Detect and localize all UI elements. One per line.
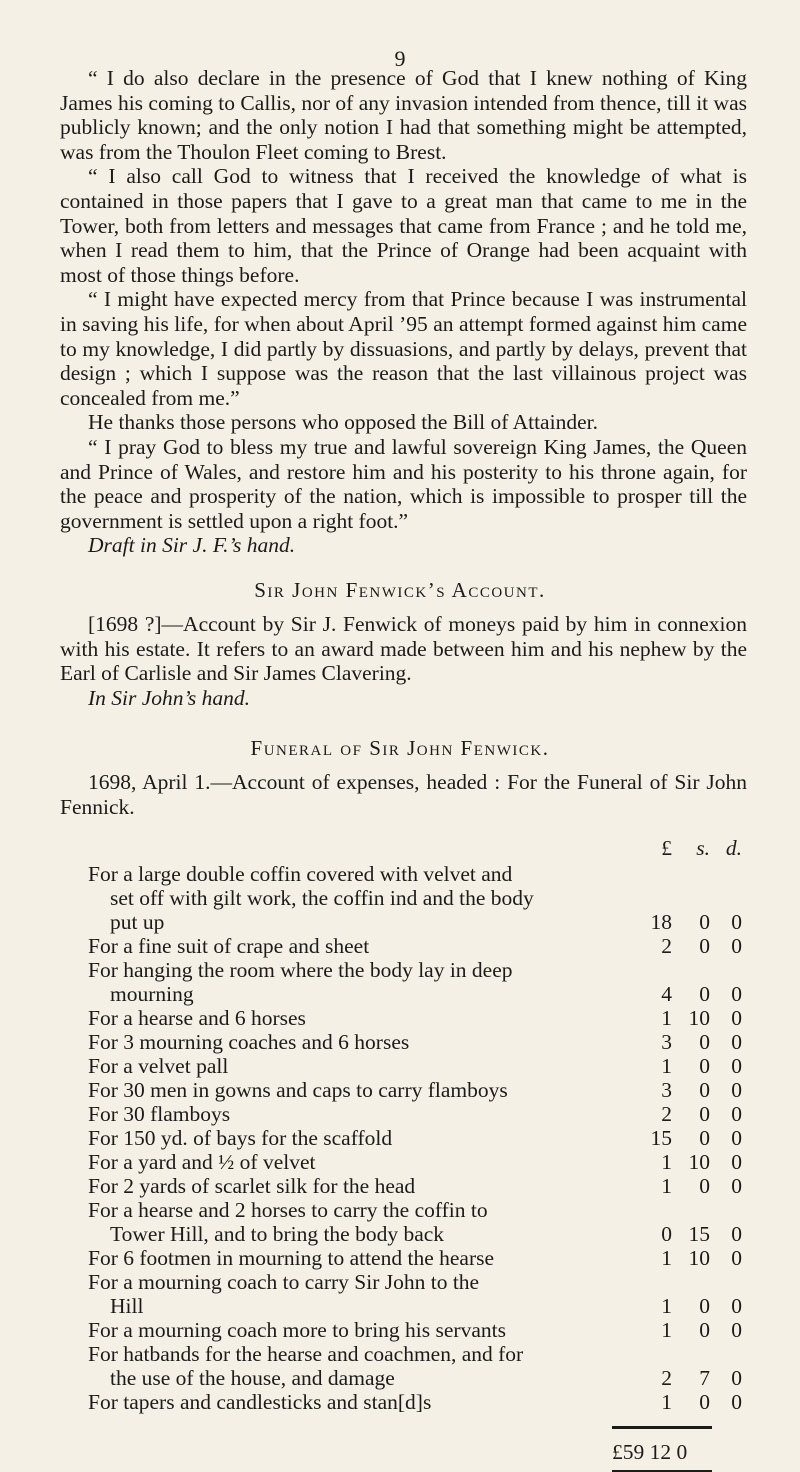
item-amount	[642, 1390, 750, 1414]
account-text	[60, 612, 747, 710]
item-description-line: For a hearse and 6 horses	[88, 1006, 306, 1030]
item-description-line: For a velvet pall	[88, 1054, 229, 1078]
item-amount	[642, 982, 750, 1006]
item-description-line: For a yard and ½ of velvet	[88, 1150, 316, 1174]
account-row	[60, 1246, 750, 1270]
pence-value: 0	[731, 1366, 742, 1390]
item-description-continuation: set off with gilt work, the coffin ind and the body	[110, 886, 534, 910]
shillings-value: 0	[699, 1102, 710, 1126]
declaration-paragraph: “ I might have expected mercy from that Prince because I was instrumental in saving his life, for when about April ’95 an attempt formed against him came to my knowledge, I did partly by dissuasions, and partly by delays, prevent that design ; which I suppose was the reason that the last villainous project was concealed from me.”	[60, 287, 747, 410]
pence-value: 0	[731, 1390, 742, 1414]
pounds-value: 3	[661, 1078, 672, 1102]
item-description	[88, 1150, 643, 1174]
item-description-line: For a mourning coach more to bring his servants	[88, 1318, 506, 1342]
shillings-value: 0	[699, 1054, 710, 1078]
draft-note: Draft in Sir J. F.’s hand.	[88, 533, 296, 558]
item-description	[88, 1030, 643, 1054]
account-row	[60, 1150, 750, 1174]
shillings-value: 0	[699, 982, 710, 1006]
item-description	[88, 934, 643, 958]
pounds-value: 1	[661, 1390, 672, 1414]
item-amount	[642, 1030, 750, 1054]
pounds-value: 1	[661, 1294, 672, 1318]
pounds-value: 0	[661, 1222, 672, 1246]
item-description-line: For 150 yd. of bays for the scaffold	[88, 1126, 393, 1150]
item-description	[88, 1198, 643, 1246]
item-description-line: For 30 men in gowns and caps to carry flamboys	[88, 1078, 508, 1102]
pence-value: 0	[731, 1006, 742, 1030]
item-amount	[642, 1054, 750, 1078]
shillings-value: 0	[699, 1390, 710, 1414]
funeral-intro	[60, 770, 747, 819]
pounds-value: 15	[650, 1126, 672, 1150]
pounds-value: 1	[661, 1246, 672, 1270]
item-description	[88, 1054, 643, 1078]
item-amount	[642, 1318, 750, 1342]
shillings-value: 0	[699, 1294, 710, 1318]
account-row	[60, 1318, 750, 1342]
pounds-value: 1	[661, 1318, 672, 1342]
pence-value: 0	[731, 1174, 742, 1198]
section-heading-account: Sir John Fenwick’s Account.	[254, 578, 546, 602]
pounds-value: 1	[661, 1174, 672, 1198]
pence-value: 0	[731, 1222, 742, 1246]
pounds-value: 18	[650, 910, 672, 934]
item-amount	[642, 1126, 750, 1150]
account-row	[60, 1270, 750, 1318]
pounds-value: 1	[661, 1150, 672, 1174]
item-description-line: For hanging the room where the body lay in deep	[88, 958, 513, 982]
shillings-value: 15	[688, 1222, 710, 1246]
item-amount	[642, 1078, 750, 1102]
item-amount	[642, 934, 750, 958]
account-row	[60, 1390, 750, 1414]
pence-value: 0	[731, 1294, 742, 1318]
declaration-text	[60, 66, 747, 558]
item-description	[88, 958, 643, 1006]
pounds-value: 1	[661, 1054, 672, 1078]
item-description	[88, 1390, 643, 1414]
shillings-value: 7	[699, 1366, 710, 1390]
pence-value: 0	[731, 1030, 742, 1054]
account-row	[60, 1198, 750, 1246]
shillings-value: 0	[699, 934, 710, 958]
section-heading-funeral: Funeral of Sir John Fenwick.	[250, 736, 550, 760]
item-description-continuation: put up	[110, 910, 165, 934]
account-row	[60, 1006, 750, 1030]
item-description	[88, 1342, 643, 1390]
item-amount	[642, 1174, 750, 1198]
item-description-continuation: mourning	[110, 982, 194, 1006]
item-amount	[642, 1006, 750, 1030]
pounds-header: £	[661, 836, 672, 860]
page-number: 9	[394, 46, 406, 71]
item-description-line: For 3 mourning coaches and 6 horses	[88, 1030, 410, 1054]
account-row	[60, 1342, 750, 1390]
item-description	[88, 1006, 643, 1030]
pounds-value: 2	[661, 934, 672, 958]
account-row	[60, 1102, 750, 1126]
pounds-value: 4	[661, 982, 672, 1006]
item-amount	[642, 1102, 750, 1126]
account-rows	[60, 862, 750, 1414]
item-description	[88, 1102, 643, 1126]
shillings-value: 10	[688, 1246, 710, 1270]
item-description-continuation: Hill	[110, 1294, 144, 1318]
pence-value: 0	[731, 1126, 742, 1150]
funeral-intro-paragraph: 1698, April 1.—Account of expenses, headed : For the Funeral of Sir John Fennick.	[60, 770, 747, 819]
declaration-paragraph: “ I do also declare in the presence of God that I knew nothing of King James his coming to Callis, nor of any invasion intended from thence, till it was publicly known; and the only notion I had that something might be attempted, was from the Thoulon Fleet coming to Brest.	[60, 66, 747, 164]
pounds-value: 2	[661, 1102, 672, 1126]
pounds-value: 2	[661, 1366, 672, 1390]
item-description	[88, 1246, 643, 1270]
pounds-value: 1	[661, 1006, 672, 1030]
item-amount	[642, 1222, 750, 1246]
shillings-value: 0	[699, 1318, 710, 1342]
item-description	[88, 1270, 643, 1318]
account-row	[60, 1174, 750, 1198]
pence-value: 0	[731, 1054, 742, 1078]
pence-value: 0	[731, 982, 742, 1006]
shillings-value: 10	[688, 1006, 710, 1030]
pounds-value: 3	[661, 1030, 672, 1054]
item-description-line: For 2 yards of scarlet silk for the head	[88, 1174, 416, 1198]
item-description-line: For hatbands for the hearse and coachmen, and for	[88, 1342, 524, 1366]
item-description-continuation: Tower Hill, and to bring the body back	[110, 1222, 445, 1246]
account-row	[60, 1030, 750, 1054]
item-description-continuation: the use of the house, and damage	[110, 1366, 395, 1390]
item-description	[88, 1078, 643, 1102]
account-row	[60, 958, 750, 1006]
pence-value: 0	[731, 934, 742, 958]
declaration-paragraph: He thanks those persons who opposed the Bill of Attainder.	[88, 410, 598, 435]
pence-header: d.	[725, 836, 742, 860]
pence-value: 0	[731, 1102, 742, 1126]
account-row	[60, 1078, 750, 1102]
column-headers	[60, 836, 750, 862]
item-description	[88, 1318, 643, 1342]
declaration-paragraph: “ I pray God to bless my true and lawful sovereign King James, the Queen and Prince of Wales, and restore him and his posterity to his throne again, for the peace and prosperity of the nation, which is impossible to prosper till the government is settled upon a right foot.”	[60, 434, 747, 533]
item-amount	[642, 1150, 750, 1174]
shillings-header: s.	[696, 836, 710, 860]
declaration-paragraph: “ I also call God to witness that I received the knowledge of what is contained in those papers that I gave to a great man that came to me in the Tower, both from letters and messages that came from France ; and he told me, when I read them to him, that the Prince of Orange had been acquaint with most of those things before.	[60, 164, 747, 287]
item-description-line: For a large double coffin covered with velvet and	[88, 862, 513, 886]
shillings-value: 0	[699, 1078, 710, 1102]
account-row	[60, 1126, 750, 1150]
item-amount	[642, 1294, 750, 1318]
item-description	[88, 1126, 643, 1150]
shillings-value: 10	[688, 1150, 710, 1174]
item-amount	[642, 910, 750, 934]
shillings-value: 0	[699, 1126, 710, 1150]
item-description-line: For a mourning coach to carry Sir John to the	[88, 1270, 480, 1294]
item-description	[88, 1174, 643, 1198]
account-row	[60, 862, 750, 934]
item-description-line: For tapers and candlesticks and stan[d]s	[88, 1390, 432, 1414]
shillings-value: 0	[699, 910, 710, 934]
pence-value: 0	[731, 1246, 742, 1270]
shillings-value: 0	[699, 1030, 710, 1054]
account-row	[60, 1054, 750, 1078]
item-description	[88, 862, 643, 934]
account-paragraph: [1698 ?]—Account by Sir J. Fenwick of moneys paid by him in connexion with his estate. It refers to an award made between him and his nephew by the Earl of Carlisle and Sir James Clavering.	[60, 612, 747, 686]
account-total: £59 12 0	[612, 1440, 688, 1464]
shillings-value: 0	[699, 1174, 710, 1198]
pence-value: 0	[731, 1078, 742, 1102]
item-amount	[642, 1366, 750, 1390]
account-note: In Sir John’s hand.	[88, 685, 251, 710]
item-description-line: For 6 footmen in mourning to attend the hearse	[88, 1246, 495, 1270]
total-rule	[612, 1426, 712, 1429]
item-description-line: For a fine suit of crape and sheet	[88, 934, 370, 958]
item-amount	[642, 1246, 750, 1270]
funeral-account-table	[60, 836, 750, 1414]
account-row	[60, 934, 750, 958]
pence-value: 0	[731, 1318, 742, 1342]
pence-value: 0	[731, 1150, 742, 1174]
item-description-line: For 30 flamboys	[88, 1102, 231, 1126]
item-description-line: For a hearse and 2 horses to carry the coffin to	[88, 1198, 488, 1222]
pence-value: 0	[731, 910, 742, 934]
